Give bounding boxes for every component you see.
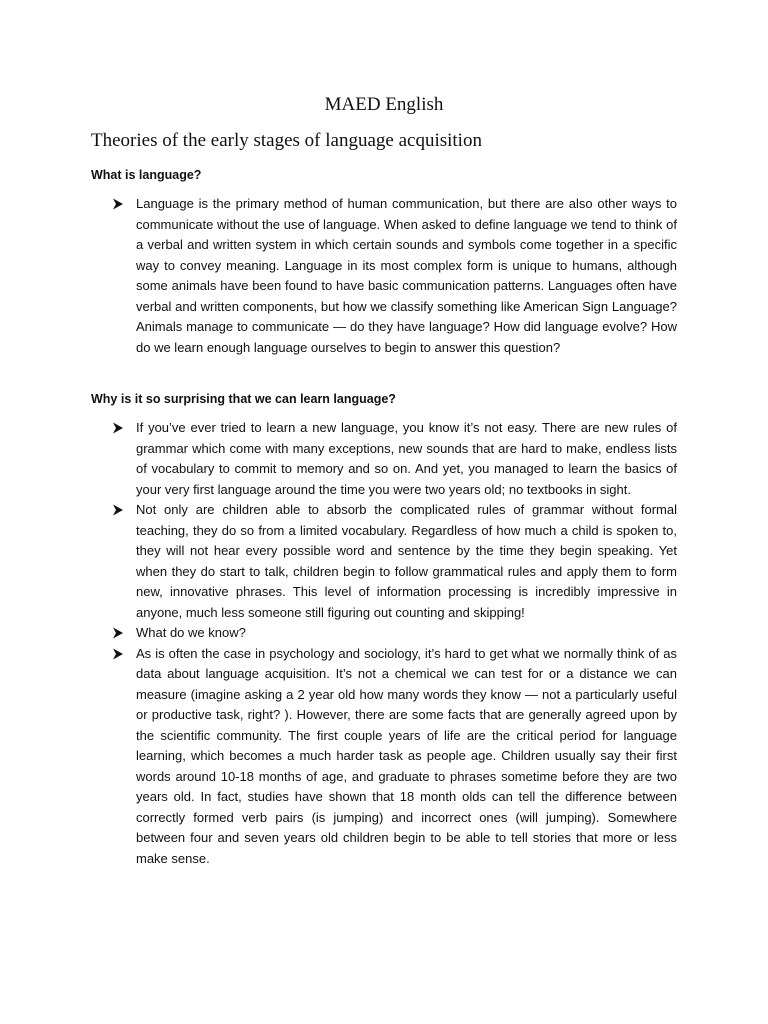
- list-item: [112, 623, 677, 644]
- document-title: MAED English: [324, 94, 444, 115]
- section-heading: What is language?: [91, 168, 202, 182]
- document-subtitle: Theories of the early stages of language acquisition: [91, 130, 482, 151]
- list-item-text: Language is the primary method of human communication, but there are also other ways to communicate without the use of language. When asked to define language we tend to think of a verbal and written system in which certain sounds and symbols come together in a specific way to convey meaning. Language in its most complex form is unique to humans, although some animals have been found to have basic communication patterns. Languages often have verbal and written components, but how we classify something like American Sign Language? Animals manage to communicate — do they have language? How did language evolve? How do we learn enough language ourselves to begin to answer this question?: [136, 196, 677, 355]
- section-heading: Why is it so surprising that we can learn language?: [91, 392, 396, 406]
- list-item-text: If you’ve ever tried to learn a new language, you know it’s not easy. There are new rules of grammar which come with many exceptions, new sounds that are hard to make, endless lists of vocabulary to commit to memory and so on. And yet, you managed to learn the basics of your very first language around the time you were two years old; no textbooks in sight.: [136, 420, 677, 497]
- bullet-list: [112, 418, 677, 869]
- list-item: [112, 644, 677, 870]
- list-item-text: What do we know?: [136, 625, 246, 640]
- arrowhead-bullet-icon: [112, 644, 126, 664]
- list-item-text: Not only are children able to absorb the complicated rules of grammar without formal teaching, they do so from a limited vocabulary. Regardless of how much a child is spoken to, they will not hear every possible word and sentence by the time they begin speaking. Yet when they do start to talk, children begin to follow grammatical rules and apply them to form new, innovative phrases. This level of information processing is incredibly impressive in anyone, much less someone still figuring out counting and skipping!: [136, 502, 677, 620]
- list-item: [112, 500, 677, 623]
- arrowhead-bullet-icon: [112, 418, 126, 438]
- arrowhead-bullet-icon: [112, 623, 126, 643]
- list-item: [112, 418, 677, 500]
- list-item: [112, 194, 677, 358]
- arrowhead-bullet-icon: [112, 500, 126, 520]
- arrowhead-bullet-icon: [112, 194, 126, 214]
- bullet-list: [112, 194, 677, 358]
- list-item-text: As is often the case in psychology and sociology, it’s hard to get what we normally think of as data about language acquisition. It’s not a chemical we can test for or a distance we can measure (imagine asking a 2 year old how many words they know — not a particularly useful or productive task, right? ). However, there are some facts that are generally agreed upon by the scientific community. The first couple years of life are the critical period for language learning, which becomes a much harder task as people age. Children usually say their first words around 10-18 months of age, and graduate to phrases sometime before they are two years old. In fact, studies have shown that 18 month olds can tell the difference between correctly formed verb pairs (is jumping) and incorrect ones (will jumping). Somewhere between four and seven years old children begin to be able to tell stories that more or less make sense.: [136, 645, 677, 866]
